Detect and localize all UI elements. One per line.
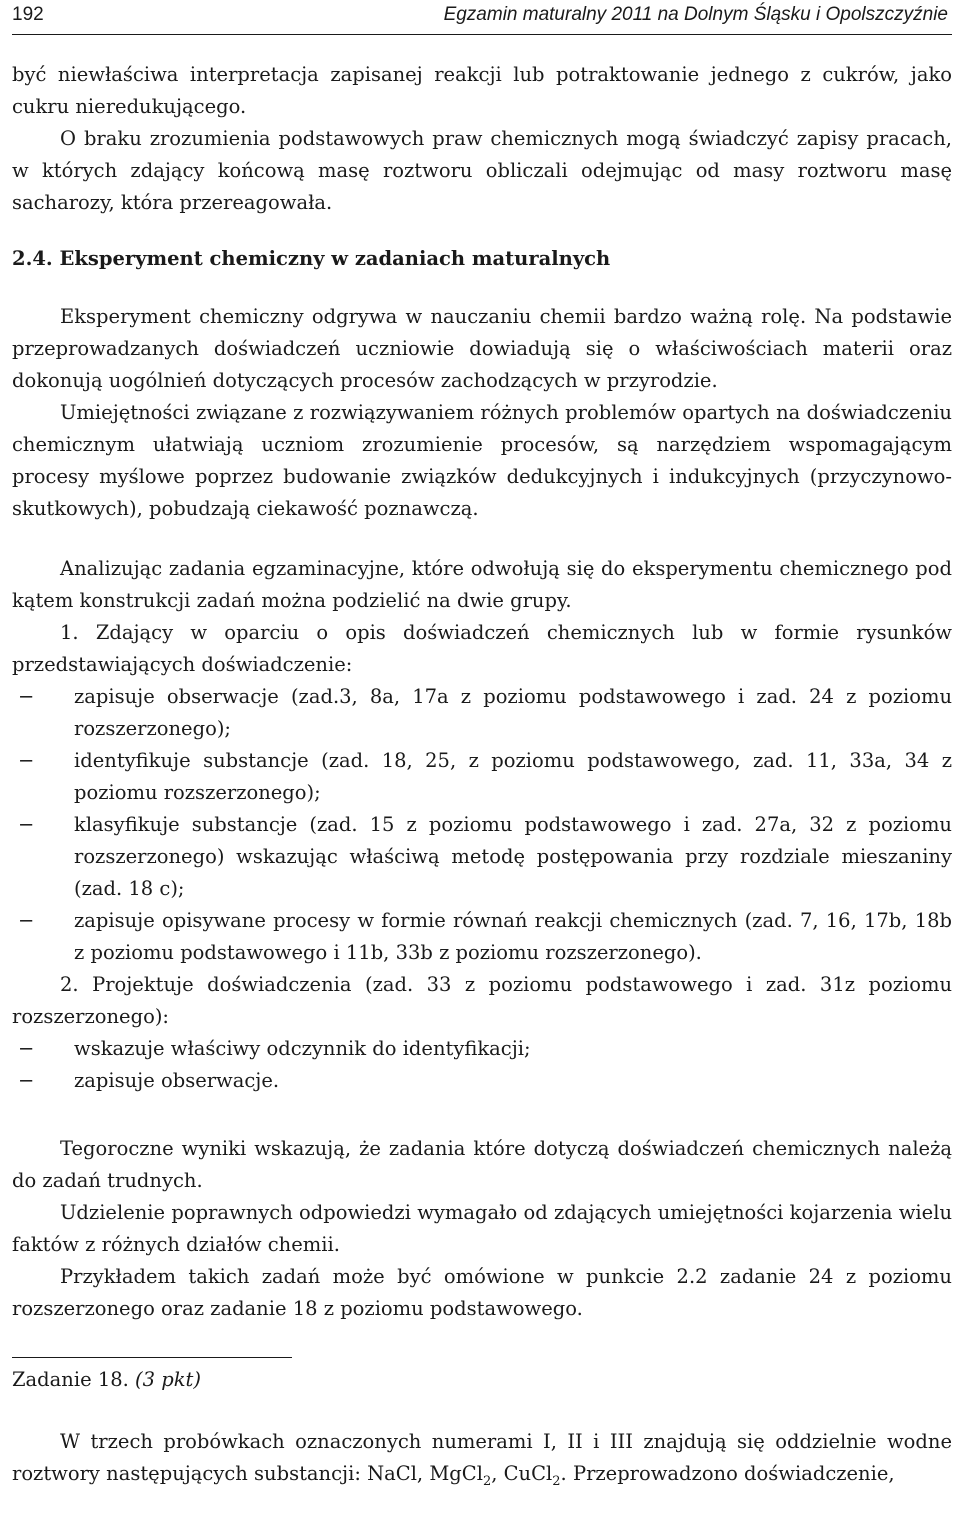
header-rule xyxy=(12,34,952,35)
task-heading xyxy=(12,1364,952,1396)
paragraph: 1. Zdający w oparciu o opis doświadczeń chemicznych lub w formie rysunków przedstawiających doświadczenie: xyxy=(12,621,952,676)
paragraph: Umiejętności związane z rozwiązywaniem różnych problemów opartych na doświadczeniu chemicznym ułatwiają uczniom zrozumienie procesów, są narzędziem wspomagającym procesy myślowe poprzez budowanie związków dedukcyjnych i indukcyjnych (przyczynowo-skutkowych), pobudzają ciekawość poznawczą. xyxy=(12,401,952,520)
dash-bullet: − xyxy=(18,1037,35,1060)
dash-bullet: − xyxy=(18,909,35,932)
design-list xyxy=(12,1033,952,1097)
list-item: − zapisuje obserwacje (zad.3, 8a, 17a z poziomu podstawowego i zad. 24 z poziomu rozszerzonego); xyxy=(12,681,952,745)
list-item: − zapisuje obserwacje. xyxy=(12,1065,952,1097)
dash-bullet: − xyxy=(18,1069,35,1092)
dash-bullet: − xyxy=(18,813,35,836)
paragraph: 2. Projektuje doświadczenia (zad. 33 z poziomu podstawowego i zad. 31z poziomu rozszerzonego): xyxy=(12,973,952,1028)
section-divider xyxy=(12,1357,292,1358)
list-item: − klasyfikuje substancje (zad. 15 z poziomu podstawowego i zad. 27a, 32 z poziomu rozszerzonego) wskazując właściwą metodę postępowania przy rozdziale mieszaniny (zad. 18 c); xyxy=(12,809,952,905)
paragraph: Eksperyment chemiczny odgrywa w nauczaniu chemii bardzo ważną rolę. Na podstawie przeprowadzanych doświadczeń uczniowie dowiadują się o właściwościach materii oraz dokonują uogólnień dotyczących procesów zachodzących w przyrodzie. xyxy=(12,305,952,392)
page-number: 192 xyxy=(12,4,44,25)
paragraph: O braku zrozumienia podstawowych praw chemicznych mogą świadczyć zapisy pracach, w których zdający końcową masę roztworu obliczali odejmując od masy roztworu masę sacharozy, która przereagowała. xyxy=(12,127,952,214)
paragraph: Tegoroczne wyniki wskazują, że zadania które dotyczą doświadczeń chemicznych należą do zadań trudnych. xyxy=(12,1137,952,1192)
paragraph: być niewłaściwa interpretacja zapisanej reakcji lub potraktowanie jednego z cukrów, jako cukru nieredukującego. xyxy=(12,63,952,118)
paragraph: Analizując zadania egzaminacyjne, które odwołują się do eksperymentu chemicznego pod kątem konstrukcji zadań można podzielić na dwie grupy. xyxy=(12,557,952,612)
dash-bullet: − xyxy=(18,685,35,708)
dash-bullet: − xyxy=(18,749,35,772)
task-points: (3 pkt) xyxy=(135,1368,202,1391)
task-paragraph: W trzech probówkach oznaczonych numerami I, II i III znajdują się oddzielnie wodne roztwory następujących substancji: NaCl, MgCl$_2$, CuCl$_2$. Przeprowadzono doświadczenie, xyxy=(12,1430,952,1489)
section-heading: 2.4. Eksperyment chemiczny w zadaniach maturalnych xyxy=(12,247,611,270)
page-content xyxy=(12,59,952,1490)
observation-list xyxy=(12,681,952,969)
list-item: − identyfikuje substancje (zad. 18, 25, z poziomu podstawowego, zad. 11, 33a, 34 z poziomu rozszerzonego); xyxy=(12,745,952,809)
task-label: Zadanie 18. xyxy=(12,1368,129,1391)
paragraph: Przykładem takich zadań może być omówione w punkcie 2.2 zadanie 24 z poziomu rozszerzonego oraz zadanie 18 z poziomu podstawowego. xyxy=(12,1265,952,1320)
running-title: Egzamin maturalny 2011 na Dolnym Śląsku i Opolszczyźnie xyxy=(443,4,948,25)
page-header xyxy=(12,0,952,38)
paragraph: Udzielenie poprawnych odpowiedzi wymagało od zdających umiejętności kojarzenia wielu faktów z różnych działów chemii. xyxy=(12,1201,952,1256)
list-item: − wskazuje właściwy odczynnik do identyfikacji; xyxy=(12,1033,952,1065)
list-item: − zapisuje opisywane procesy w formie równań reakcji chemicznych (zad. 7, 16, 17b, 18b z poziomu podstawowego i 11b, 33b z poziomu rozszerzonego). xyxy=(12,905,952,969)
